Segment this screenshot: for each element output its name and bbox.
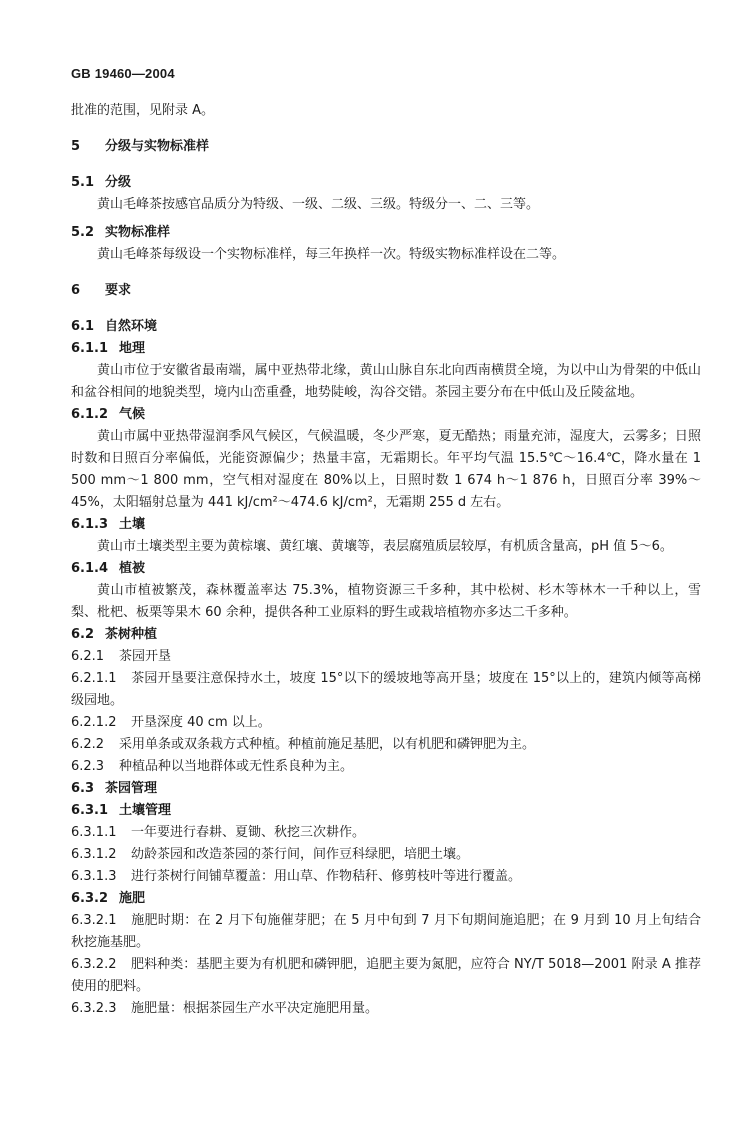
clause-number: 6.1.2 [71,407,109,422]
clause-text: 实物标准样 [105,225,171,240]
clause-text: 开垦深度 40 cm 以上。 [131,715,271,730]
clause-number: 6.2.3 [71,759,105,774]
clause-text: 茶园开垦 [119,649,172,664]
clause-6-3-2-2 [71,954,701,998]
clause-5-2 [71,222,701,244]
clause-text: 黄山市属中亚热带湿润季风气候区，气候温暖，冬少严寒，夏无酷热；雨量充沛，湿度大，云雾多；日照时数和日照百分率偏低，光能资源偏少；热量丰富，无霜期长。年平均气温 15.5℃～16.4℃，降水量在 1 500 mm～1 800 mm，空气相对湿度在 80%以上，日照时数 1 674 h～1 876 h，日照百分率 39%～45%，太阳辐射总量为 441 kJ/cm²～474.6 kJ/cm²，无霜期 255 d 左右。 [71,429,701,510]
clause-number: 6.3.2.2 [71,957,117,972]
clause-number: 6.3.2.1 [71,913,117,928]
clause-text: 一年要进行春耕、夏锄、秋挖三次耕作。 [131,825,366,840]
clause-6-3 [71,778,701,800]
clause-6-3-2 [71,888,701,910]
clause-number: 6 [71,283,81,298]
clause-text: 采用单条或双条栽方式种植。种植前施足基肥，以有机肥和磷钾肥为主。 [119,737,536,752]
clause-number: 6.1.3 [71,517,109,532]
clause-number: 6.3.1.1 [71,825,117,840]
clause-6-3-2-1 [71,910,701,954]
clause-6 [71,280,701,302]
clause-number: 6.2.2 [71,737,105,752]
paragraph [71,360,701,404]
clause-6-2-3 [71,756,701,778]
clause-text: 批准的范围，见附录 A。 [71,103,215,118]
clause-number: 6.3.1 [71,803,109,818]
clause-6-3-1-3 [71,866,701,888]
clause-5-1 [71,172,701,194]
clause-6-3-1 [71,800,701,822]
clause-text: 种植品种以当地群体或无性系良种为主。 [119,759,354,774]
paragraph [71,536,701,558]
clause-text: 黄山市植被繁茂，森林覆盖率达 75.3%，植物资源三千多种，其中松树、杉木等林木一千种以上，雪梨、枇杷、板栗等果木 60 余种，提供各种工业原料的野生或栽培植物亦多达二千多种。 [71,583,701,620]
clause-text: 茶园管理 [105,781,158,796]
clause-number: 6.1 [71,319,95,334]
clause-number: 6.1.4 [71,561,109,576]
clause-number: 6.3.2 [71,891,109,906]
clause-text: 植被 [119,561,146,576]
clause-number: 5.2 [71,225,95,240]
paragraph [71,194,701,216]
clause-text: 黄山市土壤类型主要为黄棕壤、黄红壤、黄壤等，表层腐殖质层较厚，有机质含量高，pH 值 5～6。 [97,539,673,554]
clause-6-2-2 [71,734,701,756]
clause-text: 茶树种植 [105,627,158,642]
clause-text: 黄山市位于安徽省最南端，属中亚热带北缘，黄山山脉自东北向西南横贯全境，为以中山为骨架的中低山和盆谷相间的地貌类型，境内山峦重叠，地势陡峻，沟谷交错。茶园主要分布在中低山及丘陵盆地。 [71,363,701,400]
clause-text: 进行茶树行间铺草覆盖：用山草、作物秸秆、修剪枝叶等进行覆盖。 [131,869,522,884]
clause-number: 6.3.2.3 [71,1001,117,1016]
clause-6-1 [71,316,701,338]
clause-text: 茶园开垦要注意保持水土，坡度 15°以下的缓坡地等高开垦；坡度在 15°以上的，建筑内倾等高梯级园地。 [71,671,701,708]
clause-number: 6.1.1 [71,341,109,356]
clause-number: 6.2.1.1 [71,671,117,686]
clause-text: 要求 [105,283,132,298]
clause-6-2-1-1 [71,668,701,712]
clause-text: 黄山毛峰茶按感官品质分为特级、一级、二级、三级。特级分一、二、三等。 [97,197,540,212]
clause-text: 肥料种类：基肥主要为有机肥和磷钾肥，追肥主要为氮肥，应符合 NY/T 5018—2001 附录 A 推荐使用的肥料。 [71,957,701,994]
clause-text: 施肥时期：在 2 月下旬施催芽肥；在 5 月中旬到 7 月下旬期间施追肥；在 9 月到 10 月上旬结合秋挖施基肥。 [71,913,701,950]
clause-number: 6.3.1.3 [71,869,117,884]
paragraph [71,426,701,514]
clause-number: 6.3.1.2 [71,847,117,862]
clause-6-3-1-2 [71,844,701,866]
paragraph [71,244,701,266]
clause-text: 施肥量：根据茶园生产水平决定施肥用量。 [131,1001,379,1016]
paragraph [71,580,701,624]
clause-text: 分级与实物标准样 [105,139,210,154]
clause-number: 6.3 [71,781,95,796]
clause-number: 6.2.1 [71,649,105,664]
clause-6-2-1-2 [71,712,701,734]
clause-text: 气候 [119,407,146,422]
clause-6-2-1 [71,646,701,668]
clause-number: 6.2 [71,627,95,642]
clause-6-1-1 [71,338,701,360]
document-body [71,100,701,1020]
clause-5 [71,136,701,158]
clause-text: 幼龄茶园和改造茶园的茶行间，间作豆科绿肥，培肥土壤。 [131,847,470,862]
clause-6-2 [71,624,701,646]
clause-text: 自然环境 [105,319,158,334]
clause-6-1-3 [71,514,701,536]
standard-number: GB 19460—2004 [71,66,175,81]
clause-text: 土壤 [119,517,146,532]
clause-6-3-2-3 [71,998,701,1020]
clause-text: 地理 [119,341,146,356]
clause-number: 5.1 [71,175,95,190]
clause-text: 黄山毛峰茶每级设一个实物标准样，每三年换样一次。特级实物标准样设在二等。 [97,247,566,262]
clause-number: 5 [71,139,81,154]
clause-6-3-1-1 [71,822,701,844]
clause-text: 施肥 [119,891,146,906]
clause-6-1-2 [71,404,701,426]
clause-text: 分级 [105,175,132,190]
clause-6-1-4 [71,558,701,580]
clause-number: 6.2.1.2 [71,715,117,730]
paragraph [71,100,701,122]
clause-text: 土壤管理 [119,803,172,818]
